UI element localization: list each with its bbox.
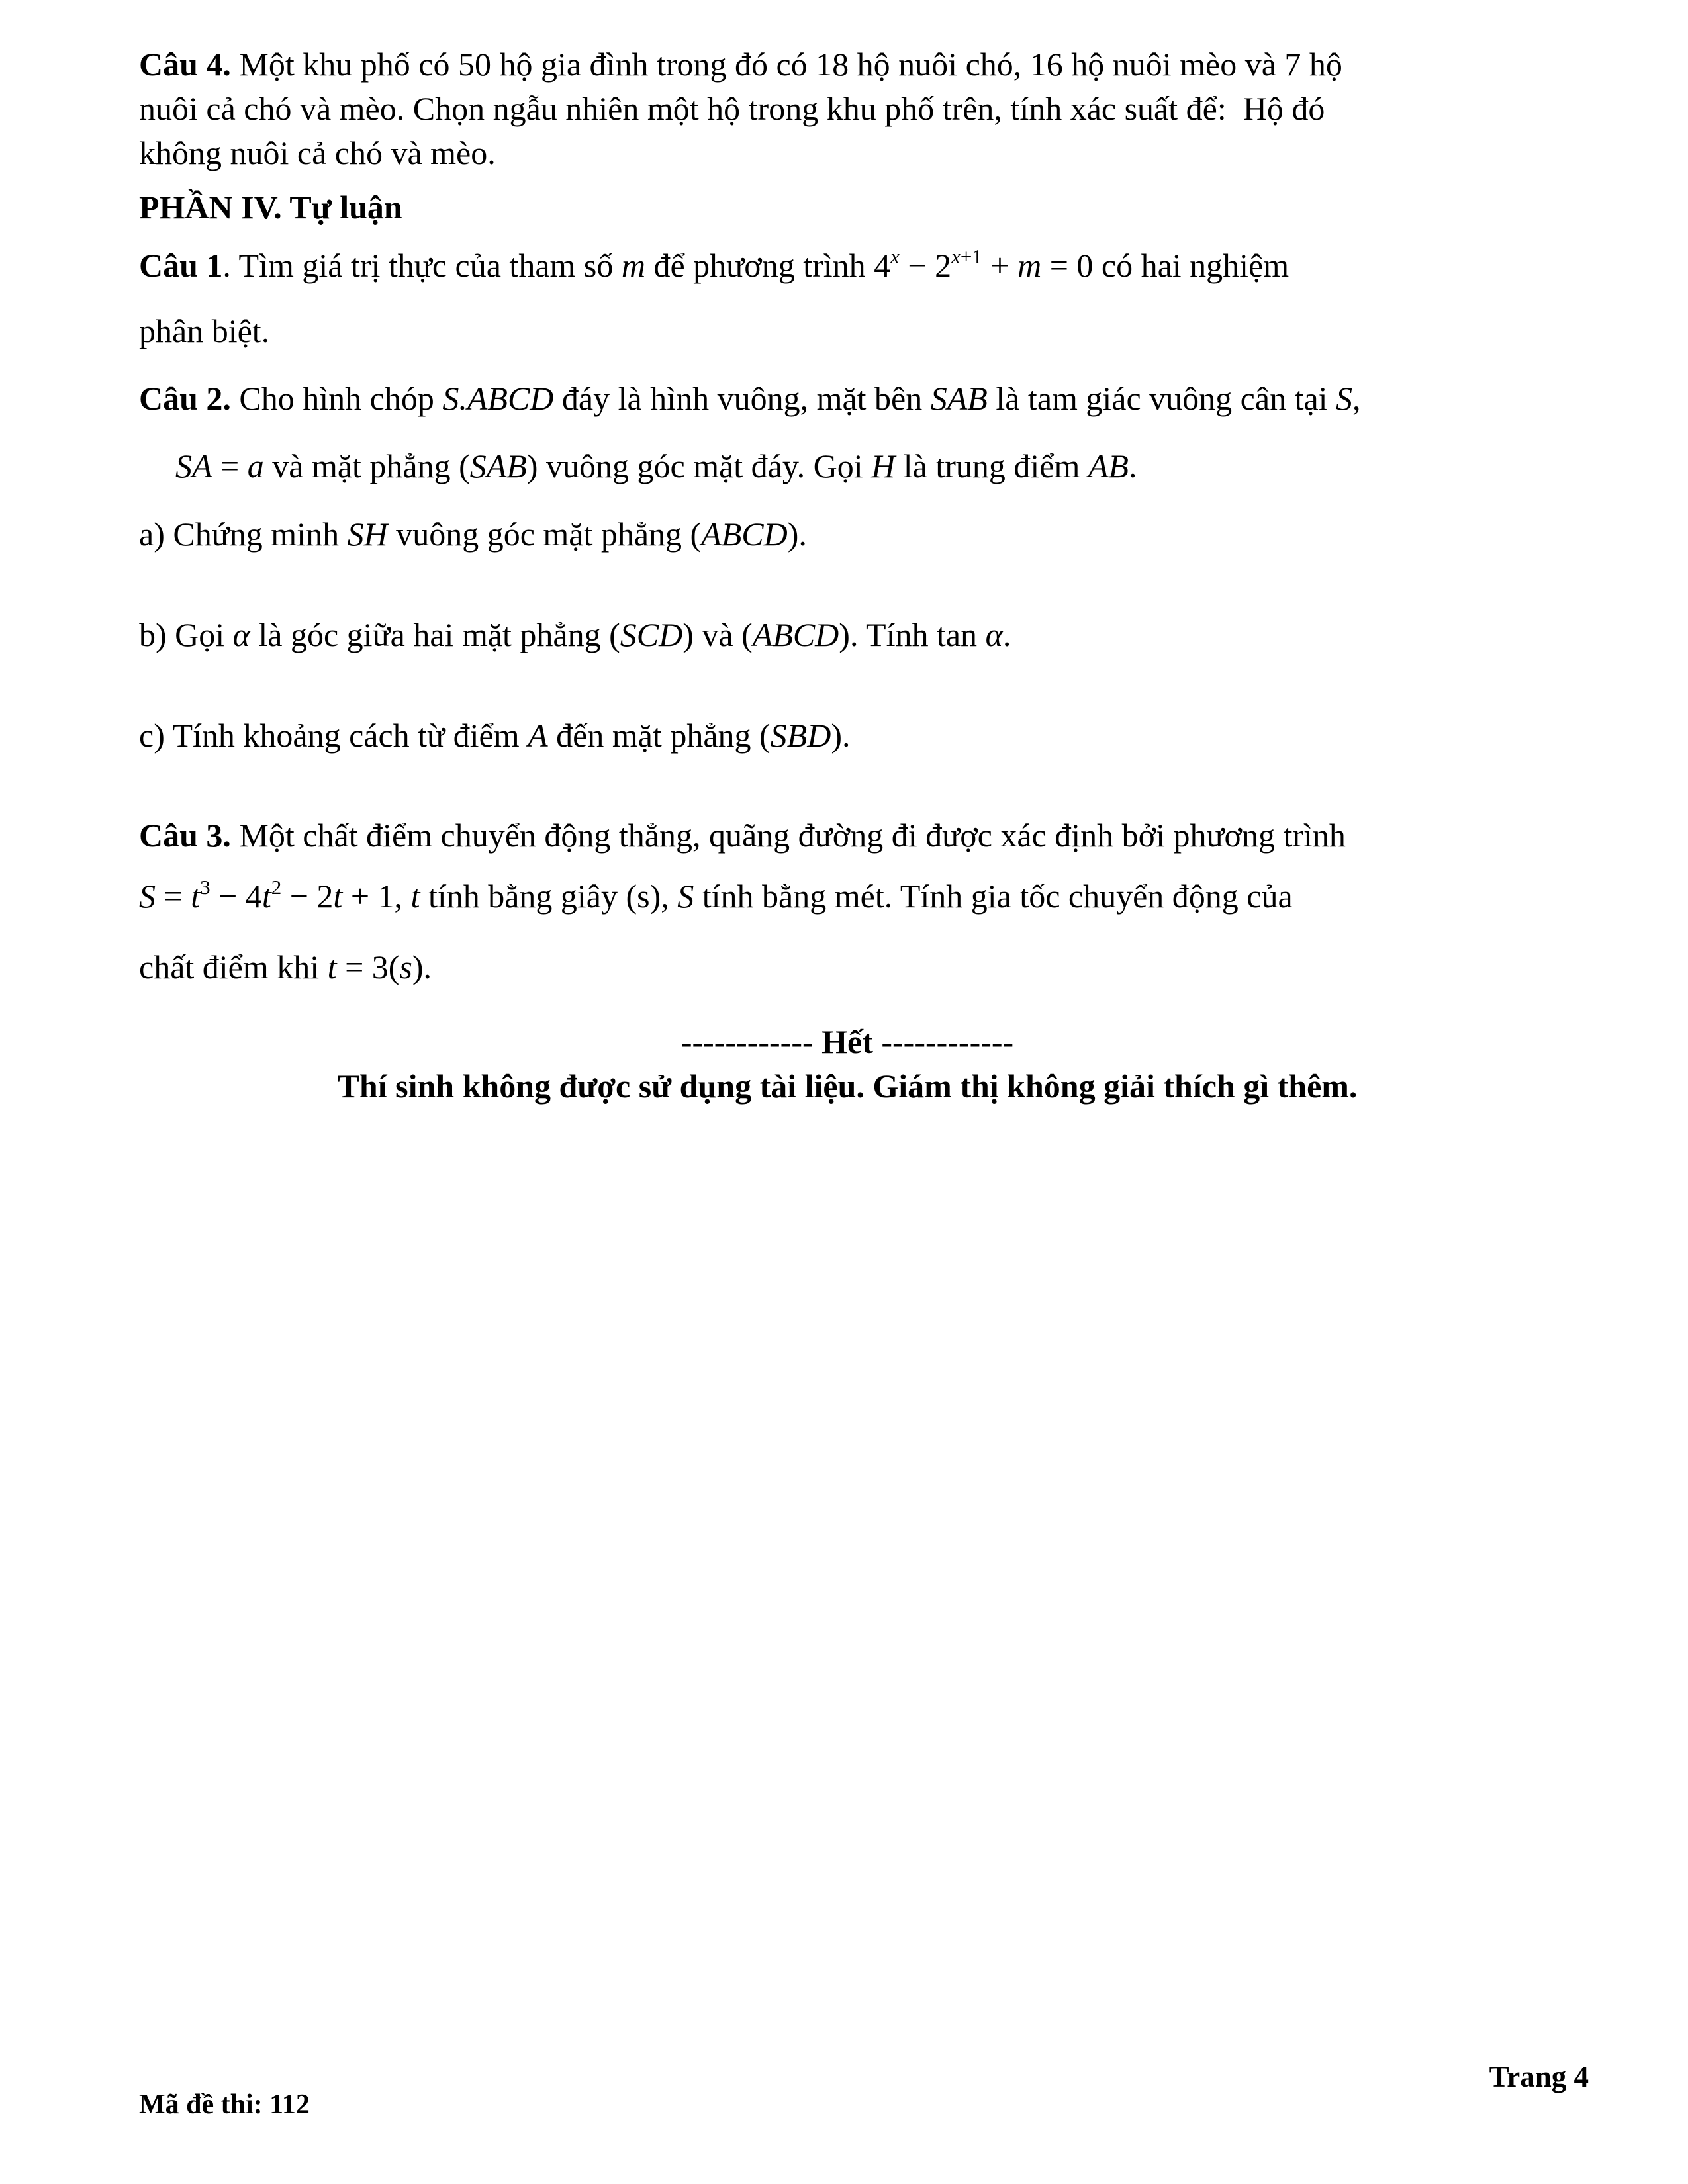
het-text: ------------ Hết ------------	[680, 1023, 1014, 1060]
cau2-line-2	[175, 447, 1592, 485]
cau3-line-1	[139, 816, 1556, 854]
cau1-line-1	[139, 246, 1556, 285]
cau2-a-seg3: ).	[787, 516, 807, 553]
cau2-c-seg3: ).	[831, 717, 851, 754]
closing-note	[139, 1067, 1556, 1105]
cau1-seg4: +	[982, 247, 1018, 284]
cau2-item-a	[139, 515, 1556, 553]
cau3-var-s2: S	[677, 878, 694, 915]
cau2-seg4: ,	[1352, 380, 1361, 417]
cau1-exponent-x: x	[890, 245, 900, 268]
cau1-line-2	[139, 312, 1556, 350]
cau2-seg3: là tam giác vuông cân tại	[987, 380, 1336, 417]
cau1-seg2: để phương trình	[645, 247, 874, 284]
cau2-var-abcd: ABCD	[701, 516, 788, 553]
phan4-heading	[139, 188, 1556, 226]
cau3-seg2: − 4	[210, 878, 262, 915]
cau3-seg4: + 1,	[342, 878, 411, 915]
cau2-var-sab2: SAB	[469, 447, 527, 484]
cau2-var-sa: SA	[175, 447, 212, 484]
cau2-label: Câu 2.	[139, 380, 231, 417]
cau1-exponent-plus1: +1	[960, 245, 982, 268]
cau1-exponent-x2: x	[951, 245, 961, 268]
cau2-var-abcd2: ABCD	[752, 616, 839, 653]
cau1-var-m2: m	[1017, 247, 1042, 284]
cau2-b-seg2: là góc giữa hai mặt phẳng (	[250, 616, 620, 653]
cau3-eq: =	[156, 878, 191, 915]
cau4-line-3	[139, 134, 1556, 172]
cau1-seg3: −	[899, 247, 935, 284]
cau2-eq: =	[212, 447, 248, 484]
cau1-label: Câu 1	[139, 247, 223, 284]
closing-note-text: Thí sinh không được sử dụng tài liệu. Giám thị không giải thích gì thêm.	[337, 1068, 1358, 1105]
cau3-seg7: chất điểm khi	[139, 948, 328, 985]
cau2-b-seg5: .	[1002, 616, 1011, 653]
cau2-c-seg1: c) Tính khoảng cách từ điểm	[139, 717, 528, 754]
cau3-exp-2: 2	[271, 876, 282, 899]
cau3-seg1: Một chất điểm chuyển động thẳng, quãng đường đi được xác định bởi phương trình	[230, 817, 1346, 854]
cau4-line3-text: không nuôi cả chó và mèo.	[139, 134, 496, 171]
cau2-a-seg2: vuông góc mặt phẳng (	[387, 516, 702, 553]
cau2-b-seg1: b) Gọi	[139, 616, 233, 653]
cau3-var-t4: t	[410, 878, 420, 915]
cau4-line-1	[139, 45, 1556, 83]
cau1-base-4: 4	[874, 247, 891, 284]
cau2-b-seg4: ). Tính tan	[839, 616, 986, 653]
cau2-item-b	[139, 615, 1556, 654]
cau2-var-a: a	[247, 447, 264, 484]
cau3-line-2	[139, 877, 1556, 915]
cau2-a-seg1: a) Chứng minh	[139, 516, 348, 553]
cau2-var-alpha: α	[232, 616, 250, 653]
cau2-seg1: Cho hình chóp	[230, 380, 443, 417]
cau3-seg3: − 2	[281, 878, 334, 915]
cau3-var-s3: s	[399, 948, 412, 985]
cau2-var-sh: SH	[347, 516, 388, 553]
phan4-title: PHẦN IV. Tự luận	[139, 189, 402, 226]
het-divider	[139, 1023, 1556, 1061]
cau3-var-t3: t	[333, 878, 343, 915]
cau4-label: Câu 4.	[139, 46, 231, 83]
cau3-var-t2: t	[261, 878, 271, 915]
cau2-var-h: H	[871, 447, 896, 484]
cau3-var-t1: t	[191, 878, 201, 915]
cau2-seg-plane: và mặt phẳng (	[263, 447, 470, 484]
cau2-var-scd: SCD	[620, 616, 683, 653]
cau2-var-sbd: SBD	[770, 717, 831, 754]
cau3-label: Câu 3.	[139, 817, 231, 854]
cau2-dot: .	[1128, 447, 1137, 484]
cau4-line-2	[139, 89, 1556, 128]
page-number-text: Trang 4	[1489, 2060, 1589, 2093]
cau4-line2-text: nuôi cả chó và mèo. Chọn ngẫu nhiên một hộ trong khu phố trên, tính xác suất để: Hộ đó	[139, 90, 1325, 127]
cau2-b-seg3: ) và (	[682, 616, 753, 653]
exam-code-text: Mã đề thi: 112	[139, 2089, 310, 2120]
page-number	[1489, 2060, 1589, 2093]
cau3-seg9: ).	[412, 948, 432, 985]
cau3-line-3	[139, 948, 1556, 986]
cau2-var-ab: AB	[1088, 447, 1129, 484]
cau2-seg-perp: ) vuông góc mặt đáy. Gọi	[526, 447, 872, 484]
cau1-var-m: m	[621, 247, 645, 284]
cau3-var-t5: t	[327, 948, 337, 985]
cau2-seg2: đáy là hình vuông, mặt bên	[553, 380, 931, 417]
cau2-var-s: S	[1336, 380, 1353, 417]
cau2-var-sab: SAB	[930, 380, 988, 417]
cau2-var-a-point: A	[528, 717, 548, 754]
cau3-seg5: tính bằng giây (s),	[420, 878, 678, 915]
exam-code	[139, 2089, 310, 2120]
cau2-var-sabcd: S.ABCD	[442, 380, 554, 417]
cau4-line1-text: Một khu phố có 50 hộ gia đình trong đó có 18 hộ nuôi chó, 16 hộ nuôi mèo và 7 hộ	[230, 46, 1342, 83]
cau1-base-2: 2	[935, 247, 952, 284]
cau2-c-seg2: đến mặt phẳng (	[547, 717, 771, 754]
cau2-item-c	[139, 716, 1556, 754]
cau3-seg8: = 3(	[336, 948, 400, 985]
cau1-seg5: = 0 có hai nghiệm	[1041, 247, 1289, 284]
cau3-var-s: S	[139, 878, 156, 915]
cau1-line2-text: phân biệt.	[139, 312, 270, 349]
cau1-seg1: . Tìm giá trị thực của tham số	[222, 247, 622, 284]
cau3-seg6: tính bằng mét. Tính gia tốc chuyển động của	[694, 878, 1293, 915]
cau3-exp-3: 3	[200, 876, 211, 899]
cau2-seg-mid: là trung điểm	[895, 447, 1088, 484]
cau2-var-alpha2: α	[985, 616, 1003, 653]
cau2-line-1	[139, 379, 1556, 418]
